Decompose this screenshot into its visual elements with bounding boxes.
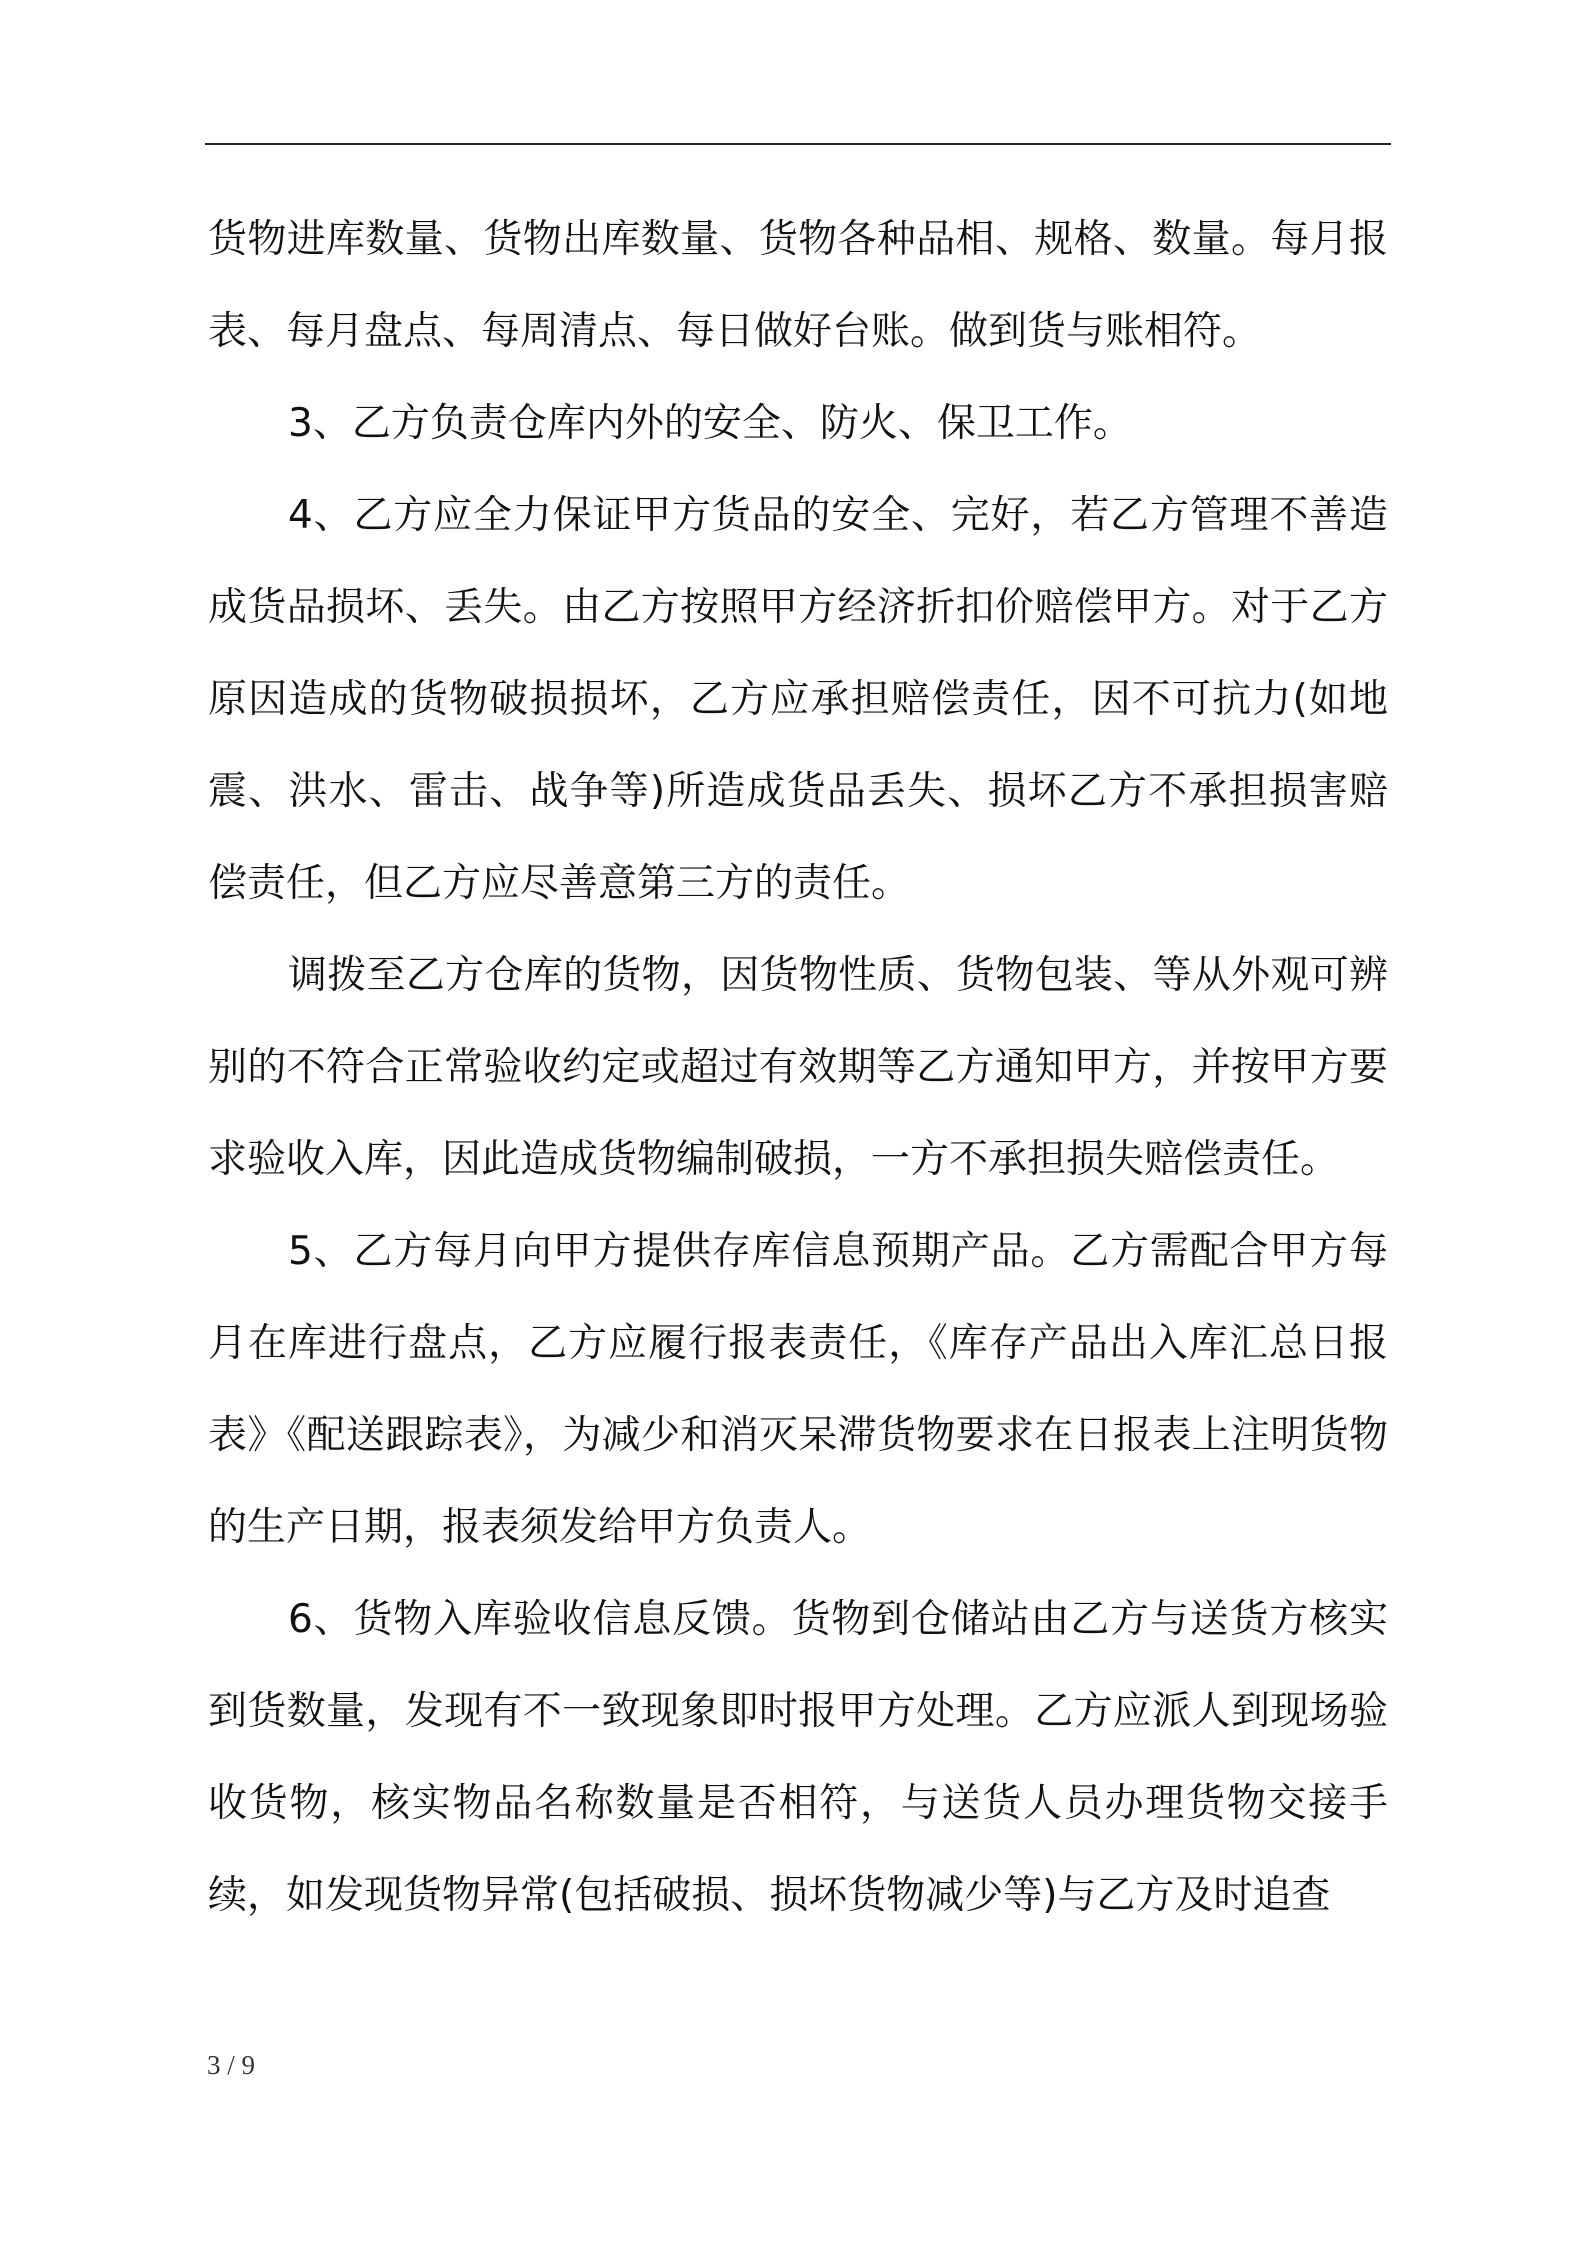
paragraph-3: 4、乙方应全力保证甲方货品的安全、完好，若乙方管理不善造成货品损坏、丢失。由乙方按照甲方经济折扣价赔偿甲方。对于乙方原因造成的货物破损损坏，乙方应承担赔偿责任，因不可抗力(如地震、洪水、雷击、战争等)所造成货品丢失、损坏乙方不承担损害赔偿责任，但乙方应尽善意第三方的责任。 bbox=[208, 493, 1388, 906]
page-number: 3 / 9 bbox=[207, 2050, 256, 2080]
document-body bbox=[208, 194, 1388, 1942]
paragraph-5: 5、乙方每月向甲方提供存库信息预期产品。乙方需配合甲方每月在库进行盘点，乙方应履行报表责任，《库存产品出入库汇总日报表》《配送跟踪表》，为减少和消灭呆滞货物要求在日报表上注明货物的生产日期，报表须发给甲方负责人。 bbox=[208, 1229, 1388, 1550]
paragraph-6: 6、货物入库验收信息反馈。货物到仓储站由乙方与送货方核实到货数量，发现有不一致现象即时报甲方处理。乙方应派人到现场验收货物，核实物品名称数量是否相符，与送货人员办理货物交接手续，如发现货物异常(包括破损、损坏货物减少等)与乙方及时追查 bbox=[208, 1597, 1388, 1918]
paragraph-2: 3、乙方负责仓库内外的安全、防火、保卫工作。 bbox=[288, 401, 1132, 446]
paragraph-4: 调拨至乙方仓库的货物，因货物性质、货物包装、等从外观可辨别的不符合正常验收约定或超过有效期等乙方通知甲方，并按甲方要求验收入库，因此造成货物编制破损，一方不承担损失赔偿责任。 bbox=[208, 953, 1388, 1182]
header-rule bbox=[205, 143, 1391, 145]
paragraph-1: 货物进库数量、货物出库数量、货物各种品相、规格、数量。每月报表、每月盘点、每周清点、每日做好台账。做到货与账相符。 bbox=[208, 217, 1388, 354]
